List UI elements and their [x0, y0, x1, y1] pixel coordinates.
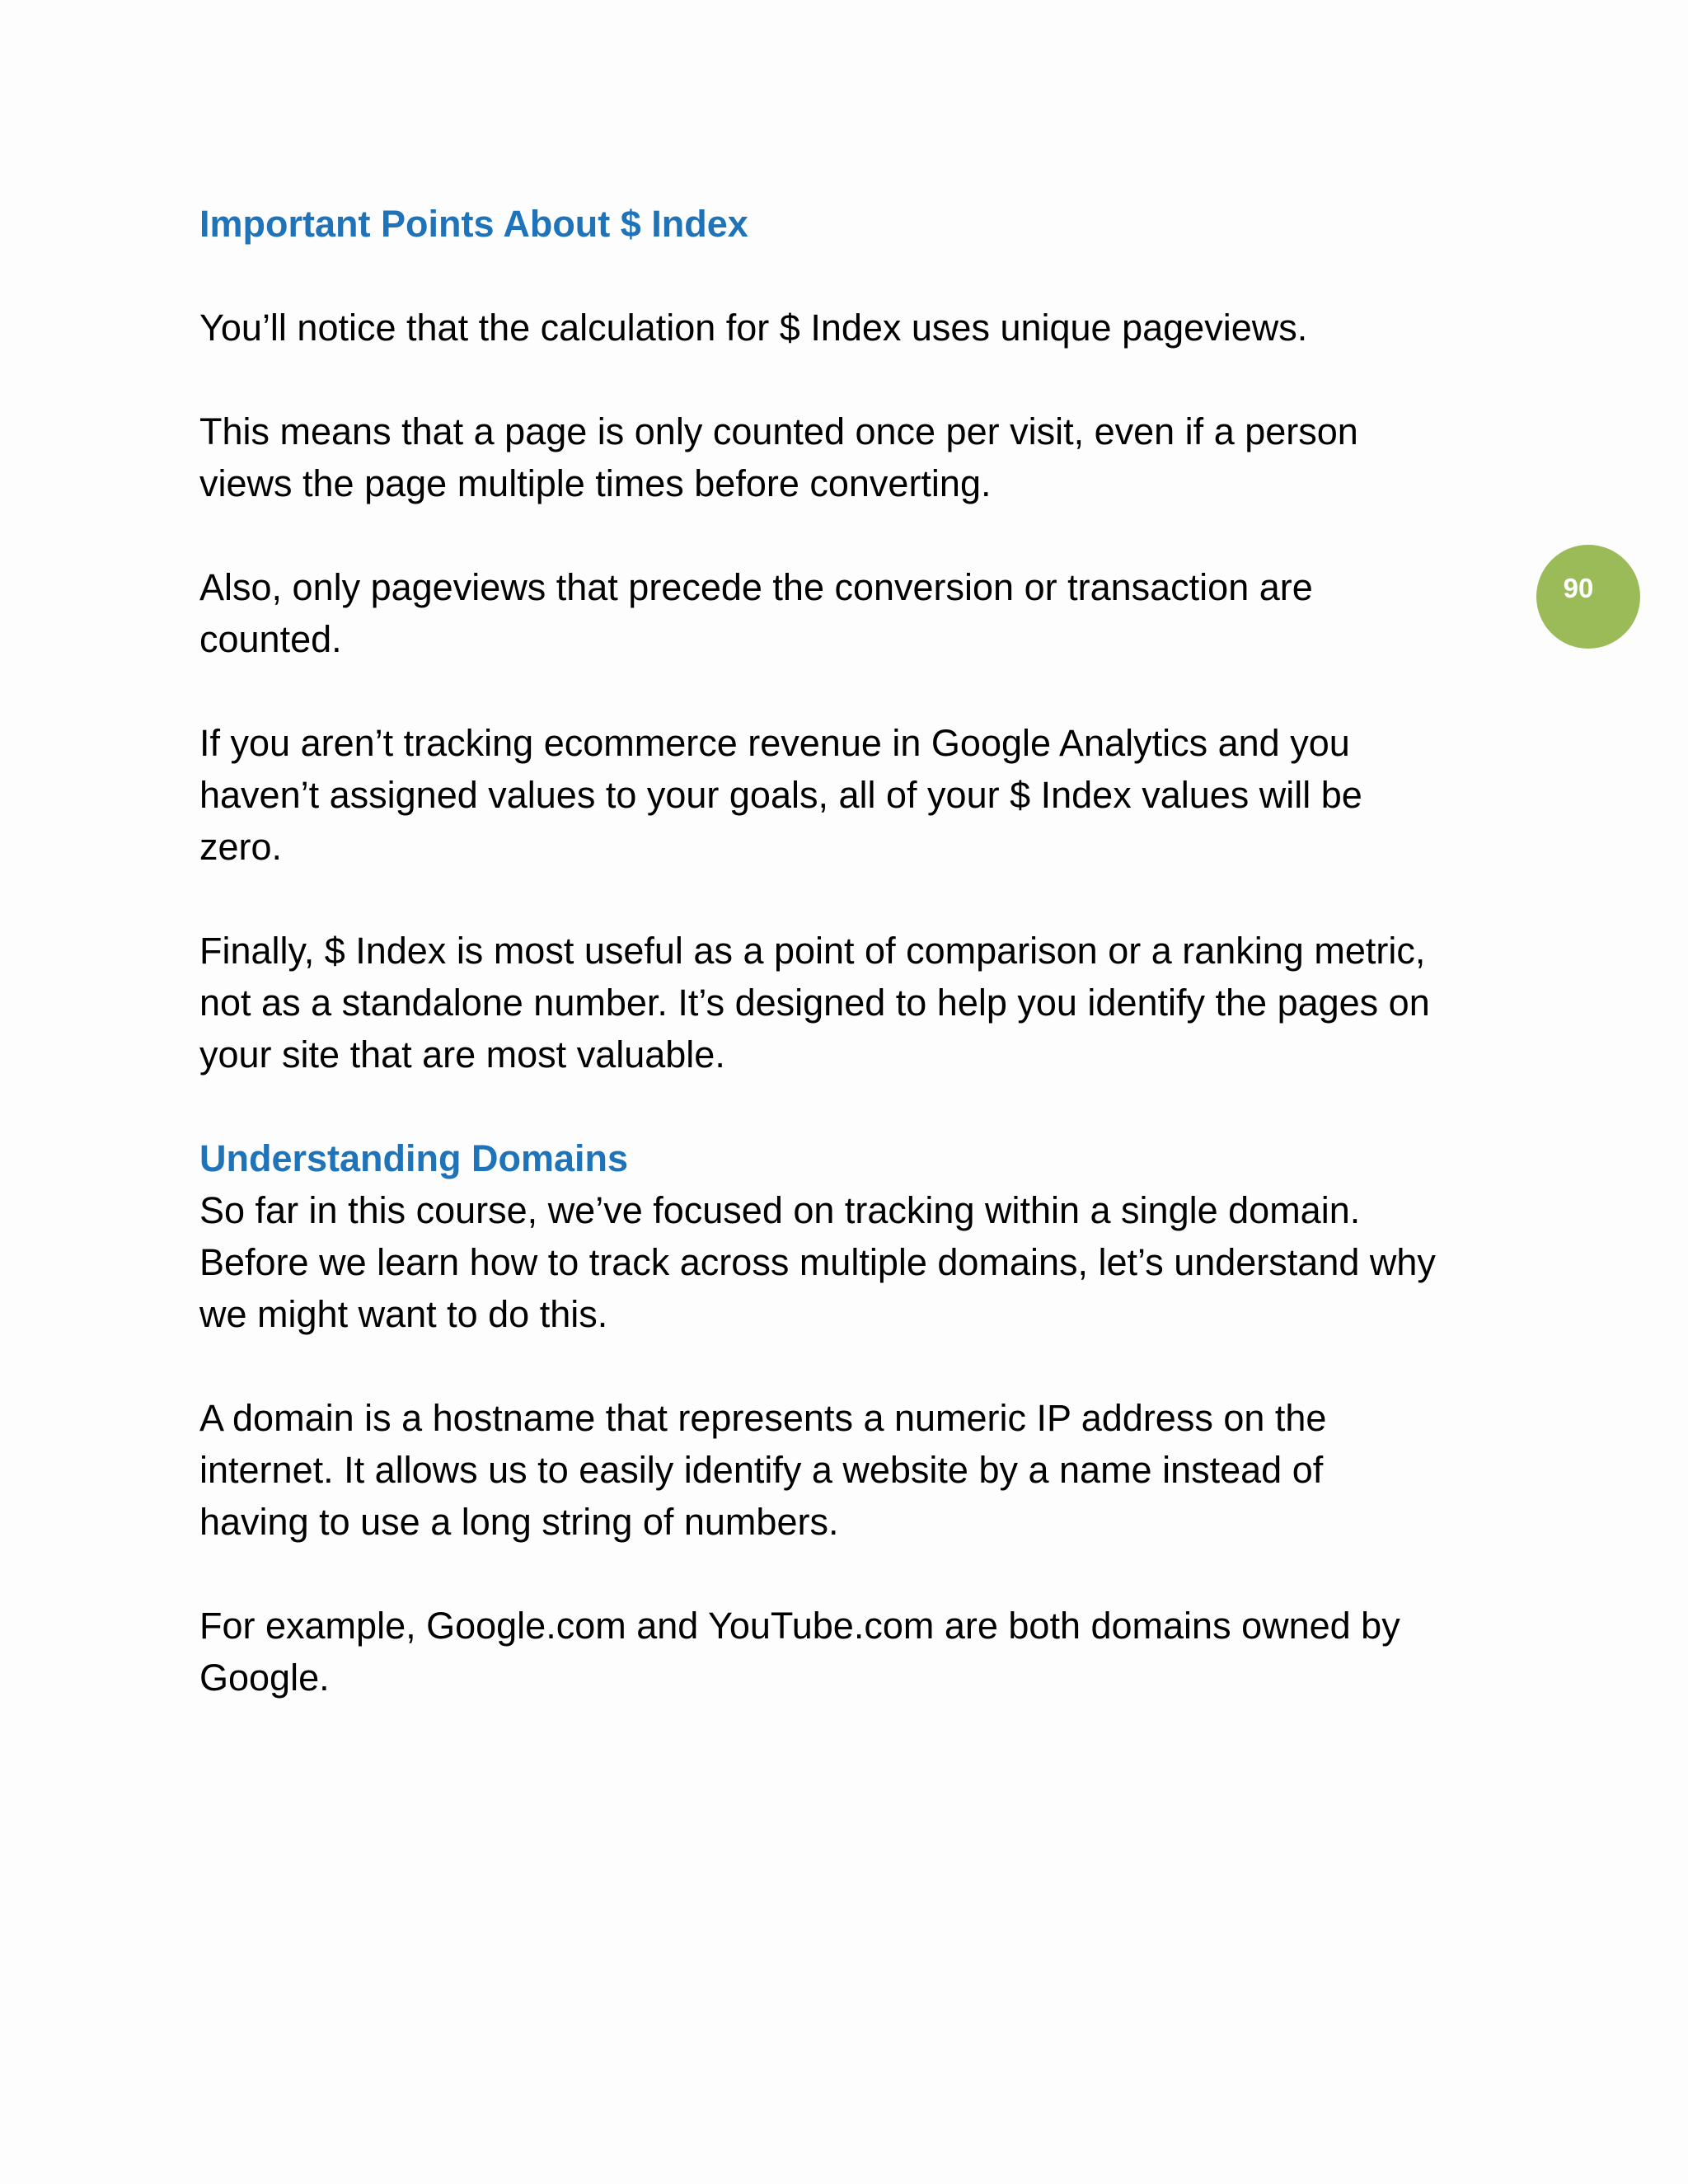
paragraph: A domain is a hostname that represents a numeric IP address on the internet. It allows us to easily identify a website by a name instead of having to use a long string of numbers.: [199, 1397, 1327, 1543]
section-heading-dollar-index: Important Points About $ Index: [199, 203, 748, 245]
spacer: [199, 665, 1518, 717]
section-heading-understanding-domains: Understanding Domains: [199, 1137, 629, 1179]
paragraph: Finally, $ Index is most useful as a point of comparison or a ranking metric, not as a standalone number. It’s designed to help you identify the pages on your site that are most valuable.: [199, 930, 1430, 1076]
paragraph: This means that a page is only counted once per visit, even if a person views the page multiple times before converting.: [199, 410, 1358, 504]
spacer: [199, 354, 1518, 405]
page-number: 90: [1563, 573, 1594, 603]
spacer: [199, 1080, 1518, 1132]
page-content: [199, 198, 1518, 1704]
paragraph: For example, Google.com and YouTube.com are both domains owned by Google.: [199, 1605, 1400, 1699]
spacer: [199, 1548, 1518, 1600]
spacer: [199, 873, 1518, 925]
paragraph: You’ll notice that the calculation for $ Index uses unique pageviews.: [199, 307, 1308, 349]
page-number-badge: [1536, 545, 1640, 649]
spacer: [199, 509, 1518, 561]
paragraph: If you aren’t tracking ecommerce revenue in Google Analytics and you haven’t assigned values to your goals, all of your $ Index values will be zero.: [199, 722, 1362, 868]
paragraph: Also, only pageviews that precede the conversion or transaction are counted.: [199, 566, 1313, 660]
spacer: [199, 1340, 1518, 1392]
spacer: [199, 250, 1518, 302]
paragraph: So far in this course, we’ve focused on tracking within a single domain. Before we learn how to track across multiple domains, let’s understand why we might want to do this.: [199, 1189, 1436, 1335]
